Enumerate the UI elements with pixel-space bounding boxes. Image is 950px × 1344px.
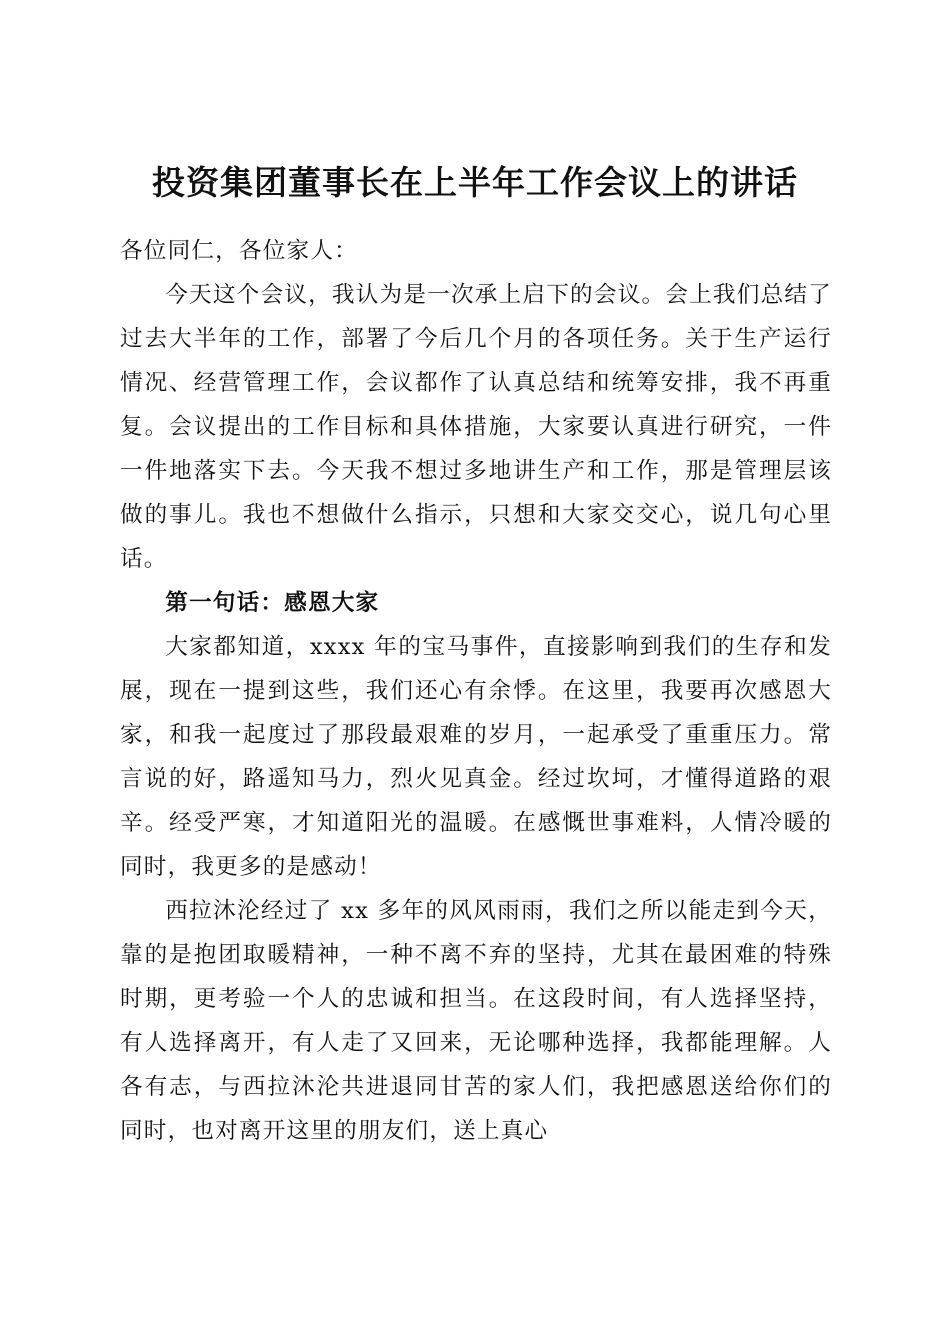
section-heading-gratitude: 第一句话：感恩大家 [165,590,380,616]
document-body [120,229,832,1153]
paragraph-intro: 今天这个会议，我认为是一次承上启下的会议。会上我们总结了过去大半年的工作，部署了今后几个月的各项任务。关于生产运行情况、经营管理工作，会议都作了认真总结和统筹安排，我不再重复。会议提出的工作目标和具体措施，大家要认真进行研究，一件一件地落实下去。今天我不想过多地讲生产和工作，那是管理层该做的事儿。我也不想做什么指示，只想和大家交交心，说几句心里话。 [120,282,832,572]
document-title: 投资集团董事长在上半年工作会议上的讲话 [152,163,798,203]
paragraph-history: 西拉沐沦经过了 xx 多年的风风雨雨，我们之所以能走到今天，靠的是抱团取暖精神，一种不离不弃的坚持，尤其在最困难的特殊时期，更考验一个人的忠诚和担当。在这段时间，有人选择坚持，有人选择离开，有人走了又回来，无论哪种选择，我都能理解。人各有志，与西拉沐沦共进退同甘苦的家人们，我把感恩送给你们的同时，也对离开这里的朋友们，送上真心 [120,898,832,1144]
greeting-line: 各位同仁，各位家人： [120,238,358,264]
paragraph-gratitude: 大家都知道，xxxx 年的宝马事件，直接影响到我们的生存和发展，现在一提到这些，我们还心有余悸。在这里，我要再次感恩大家，和我一起度过了那段最艰难的岁月，一起承受了重重压力。常言说的好，路遥知马力，烈火见真金。经过坎坷，才懂得道路的艰辛。经受严寒，才知道阳光的温暖。在感慨世事难料，人情冷暖的同时，我更多的是感动！ [120,634,832,880]
